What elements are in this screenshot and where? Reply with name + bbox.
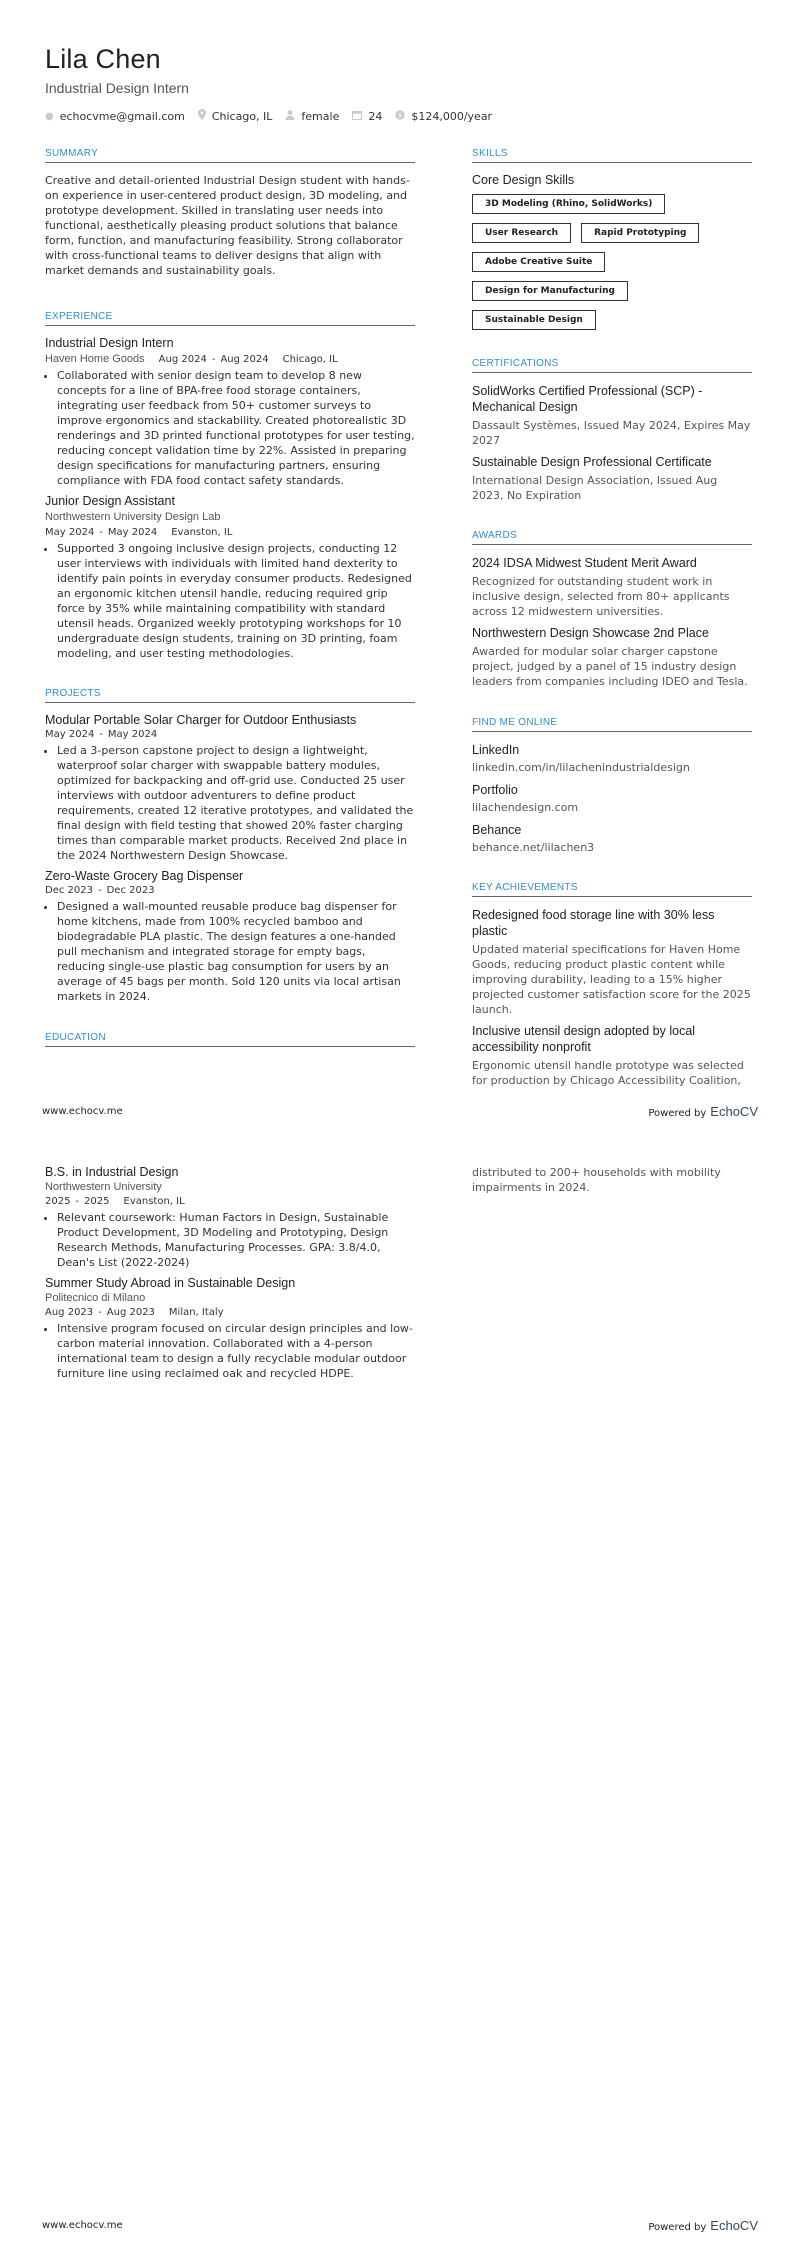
award-item (472, 625, 752, 689)
linkedin-link[interactable]: linkedin.com/in/lilachenindustrialdesign (472, 761, 690, 774)
education-start: 2025 (45, 1196, 71, 1207)
project-end: Dec 2023 (106, 885, 155, 896)
award-title: Northwestern Design Showcase 2nd Place (472, 626, 709, 640)
education-section-start (45, 1032, 415, 1047)
education-end: 2025 (84, 1196, 110, 1207)
education-end: Aug 2023 (106, 1307, 155, 1318)
education-bullets (45, 1210, 415, 1270)
svg-text:$: $ (398, 111, 403, 120)
education-meta (45, 1196, 415, 1207)
contact-row (45, 109, 505, 123)
projects-heading: PROJECTS (45, 688, 415, 703)
job-end: May 2024 (107, 527, 158, 538)
awards-section (472, 530, 752, 689)
certifications-section (472, 358, 752, 503)
achievement-title: Inclusive utensil design adopted by local accessibility nonprofit (472, 1024, 696, 1054)
footer-site-link[interactable]: www.echocv.me (42, 2220, 123, 2231)
job-location: Chicago, IL (282, 353, 338, 365)
left-column (45, 148, 415, 1057)
date-separator: - (98, 1307, 102, 1318)
age-text: 24 (368, 109, 383, 123)
certification-title: Sustainable Design Professional Certificate (472, 455, 712, 469)
certification-title: SolidWorks Certified Professional (SCP) - Mechanical Design (472, 384, 703, 414)
online-item (472, 742, 752, 774)
education-start: Aug 2023 (45, 1307, 94, 1318)
online-section (472, 717, 752, 854)
job-bullets (45, 541, 415, 661)
education-meta (45, 1307, 415, 1318)
powered-label: Powered by (648, 2222, 707, 2233)
certification-item (472, 383, 752, 448)
powered-by (648, 1104, 758, 1119)
achievement-detail: Ergonomic utensil handle prototype was selected for production by Chicago Accessibility Coalition, (472, 1059, 744, 1087)
job-meta (45, 353, 415, 365)
certification-detail: Dassault Systèmes, Issued May 2024, Expires May 2027 (472, 419, 751, 447)
skills-heading: SKILLS (472, 148, 752, 163)
email-icon: ● (45, 110, 54, 122)
job-title: Junior Design Assistant (45, 494, 175, 508)
summary-heading: SUMMARY (45, 148, 415, 163)
job-start: May 2024 (45, 527, 95, 538)
location-pin-icon (198, 109, 206, 123)
education-heading: EDUCATION (45, 1032, 415, 1047)
location-text: Chicago, IL (211, 109, 273, 123)
company-name: Northwestern University Design Lab (45, 511, 221, 523)
online-item (472, 782, 752, 814)
achievement-item (472, 1023, 752, 1088)
brand-logo[interactable]: EchoCV (710, 1104, 758, 1119)
certification-detail: International Design Association, Issued Aug 2023, No Expiration (472, 474, 718, 502)
job-start: Aug 2024 (158, 353, 207, 365)
contact-salary (395, 110, 492, 123)
skill-tag: Adobe Creative Suite (472, 252, 605, 272)
project-start: Dec 2023 (45, 885, 93, 896)
resume-header (45, 44, 505, 123)
summary-section (45, 148, 415, 278)
online-label: LinkedIn (472, 743, 520, 757)
job-meta (45, 527, 415, 538)
date-separator: - (99, 527, 103, 538)
online-item (472, 822, 752, 854)
email-text: echocvme@gmail.com (59, 109, 185, 123)
summary-text: Creative and detail-oriented Industrial Design student with hands-on experience in user-centered product design, 3D modeling, and prototype development. Skilled in translating user needs into functional, aesthetically pleasing product solutions that balance form, function, and manufacturing feasibility. Strong collaborator with cross-functional teams to deliver designs that align with market demands and sustainability goals. (45, 174, 410, 277)
bullet-item: • Intensive program focused on circular design principles and low-carbon material innovation. Collaborated with a 4-person international team to design a fully recyclable modular outdoor furniture line using reclaimed oak and recycled HDPE. (57, 1321, 415, 1381)
behance-link[interactable]: behance.net/lilachen3 (472, 841, 595, 854)
education-bullets (45, 1321, 415, 1381)
project-title: Modular Portable Solar Charger for Outdoor Enthusiasts (45, 713, 357, 727)
bullet-item: • Supported 3 ongoing inclusive design projects, conducting 12 user interviews with individuals with limited hand dexterity to identify pain points in everyday consumer products. Redesigned an ergonomic kitchen utensil handle, reducing required grip force by 35% while maintaining compatibility with standard utensil heads. Organized weekly prototyping workshops for 10 undergraduate design students, training on 3D printing, foam modeling, and user testing methodologies. (57, 541, 415, 661)
date-separator: - (211, 353, 216, 365)
achievement-detail-continued: distributed to 200+ households with mobility impairments in 2024. (472, 1166, 721, 1194)
right-column (472, 148, 752, 1088)
achievement-item (472, 907, 752, 1017)
experience-heading: EXPERIENCE (45, 311, 415, 326)
skill-tag: Design for Manufacturing (472, 281, 628, 301)
candidate-name: Lila Chen (45, 44, 161, 74)
project-dates (45, 885, 415, 896)
school-name: Politecnico di Milano (45, 1292, 146, 1304)
job-end: Aug 2024 (220, 353, 269, 365)
degree-title: B.S. in Industrial Design (45, 1165, 179, 1179)
contact-location (198, 109, 273, 123)
company-name: Haven Home Goods (45, 353, 145, 365)
powered-by (648, 2218, 758, 2233)
skill-tag: 3D Modeling (Rhino, SolidWorks) (472, 194, 665, 214)
experience-item (45, 336, 415, 488)
portfolio-link[interactable]: lilachendesign.com (472, 801, 579, 814)
skill-category: Core Design Skills (472, 173, 575, 187)
contact-age (352, 110, 382, 123)
experience-item (45, 494, 415, 661)
job-bullets (45, 368, 415, 488)
salary-text: $124,000/year (411, 109, 493, 123)
project-item (45, 869, 415, 1004)
award-title: 2024 IDSA Midwest Student Merit Award (472, 556, 697, 570)
online-label: Portfolio (472, 783, 518, 797)
skill-tag: Sustainable Design (472, 310, 596, 330)
degree-title: Summer Study Abroad in Sustainable Design (45, 1276, 296, 1290)
footer-site-link[interactable]: www.echocv.me (42, 1106, 123, 1117)
achievements-section (472, 882, 752, 1088)
page-footer (42, 2218, 758, 2233)
date-separator: - (97, 885, 102, 896)
school-name: Northwestern University (45, 1181, 162, 1193)
left-column-continued (45, 1165, 415, 1381)
project-title: Zero-Waste Grocery Bag Dispenser (45, 869, 244, 883)
project-end: May 2024 (107, 729, 158, 740)
date-separator: - (99, 729, 103, 740)
calendar-icon (352, 110, 362, 123)
resume-page-2 (0, 1135, 794, 2246)
candidate-title: Industrial Design Intern (45, 80, 189, 96)
bullet-item: • Collaborated with senior design team to develop 8 new concepts for a line of BPA-free food storage containers, integrating user feedback from 50+ customer surveys to improve ergonomics and stackability. Created photorealistic 3D renderings and 3D printed functional prototypes for user testing, reducing concept validation time by 22%. Assisted in preparing design specifications for manufacturing partners, ensuring compliance with FDA food contact safety standards. (57, 368, 415, 488)
date-separator: - (75, 1196, 80, 1207)
brand-logo[interactable]: EchoCV (710, 2218, 758, 2233)
online-heading: FIND ME ONLINE (472, 717, 752, 732)
education-item (45, 1276, 415, 1381)
bullet-item: • Designed a wall-mounted reusable produce bag dispenser for home kitchens, made from 100% recycled bamboo and biodegradable PLA plastic. The design features a one-handed pull mechanism and integrated storage for empty bags, reducing single-use plastic bag consumption for users by an average of 45 bags per month. Sold 120 units via local artisan markets in 2024. (57, 899, 415, 1004)
project-dates (45, 729, 415, 740)
certification-item (472, 454, 752, 503)
skill-tag: Rapid Prototyping (581, 223, 699, 243)
education-location: Evanston, IL (123, 1196, 185, 1207)
gender-text: female (301, 109, 340, 123)
right-column-continued (472, 1165, 752, 1195)
projects-section (45, 688, 415, 1004)
project-bullets (45, 743, 415, 863)
powered-label: Powered by (648, 1108, 707, 1119)
project-bullets (45, 899, 415, 1004)
awards-heading: AWARDS (472, 530, 752, 545)
education-item (45, 1165, 415, 1270)
page-footer (42, 1104, 758, 1119)
job-title: Industrial Design Intern (45, 336, 174, 350)
project-item (45, 713, 415, 863)
contact-gender (285, 110, 339, 123)
experience-section (45, 311, 415, 661)
job-location: Evanston, IL (171, 527, 233, 538)
achievement-title: Redesigned food storage line with 30% less plastic (472, 908, 715, 938)
skills-section (472, 148, 752, 339)
award-item (472, 555, 752, 619)
person-icon (285, 110, 295, 123)
online-label: Behance (472, 823, 522, 837)
education-location: Milan, Italy (168, 1307, 224, 1318)
achievement-detail: Updated material specifications for Haven Home Goods, reducing product plastic content while improving durability, leading to a 15% higher projected customer satisfaction score for the 2025 launch. (472, 943, 751, 1016)
contact-email[interactable] (45, 110, 185, 123)
award-detail: Awarded for modular solar charger capstone project, judged by a panel of 15 industry design leaders from companies including IDEO and Tesla. (472, 645, 748, 688)
project-start: May 2024 (45, 729, 95, 740)
bullet-item: • Relevant coursework: Human Factors in Design, Sustainable Product Development, 3D Modeling and Prototyping, Design Research Methods, Manufacturing Processes. GPA: 3.8/4.0, Dean's List (2022-2024) (57, 1210, 415, 1270)
money-icon (395, 110, 405, 123)
skill-tag: User Research (472, 223, 571, 243)
skill-tags (472, 194, 752, 339)
certifications-heading: CERTIFICATIONS (472, 358, 752, 373)
achievements-heading: KEY ACHIEVEMENTS (472, 882, 752, 897)
bullet-item: • Led a 3-person capstone project to design a lightweight, waterproof solar charger with swappable battery modules, optimized for backpacking and off-grid use. Conducted 25 user interviews with outdoor adventurers to define product requirements, created 12 iterative prototypes, and validated the final design with field testing that showed 20% faster charging times than comparable market products. Received 2nd place in the 2024 Northwestern Design Showcase. (57, 743, 415, 863)
award-detail: Recognized for outstanding student work in inclusive design, selected from 80+ applicants across 12 midwestern universities. (472, 575, 730, 618)
